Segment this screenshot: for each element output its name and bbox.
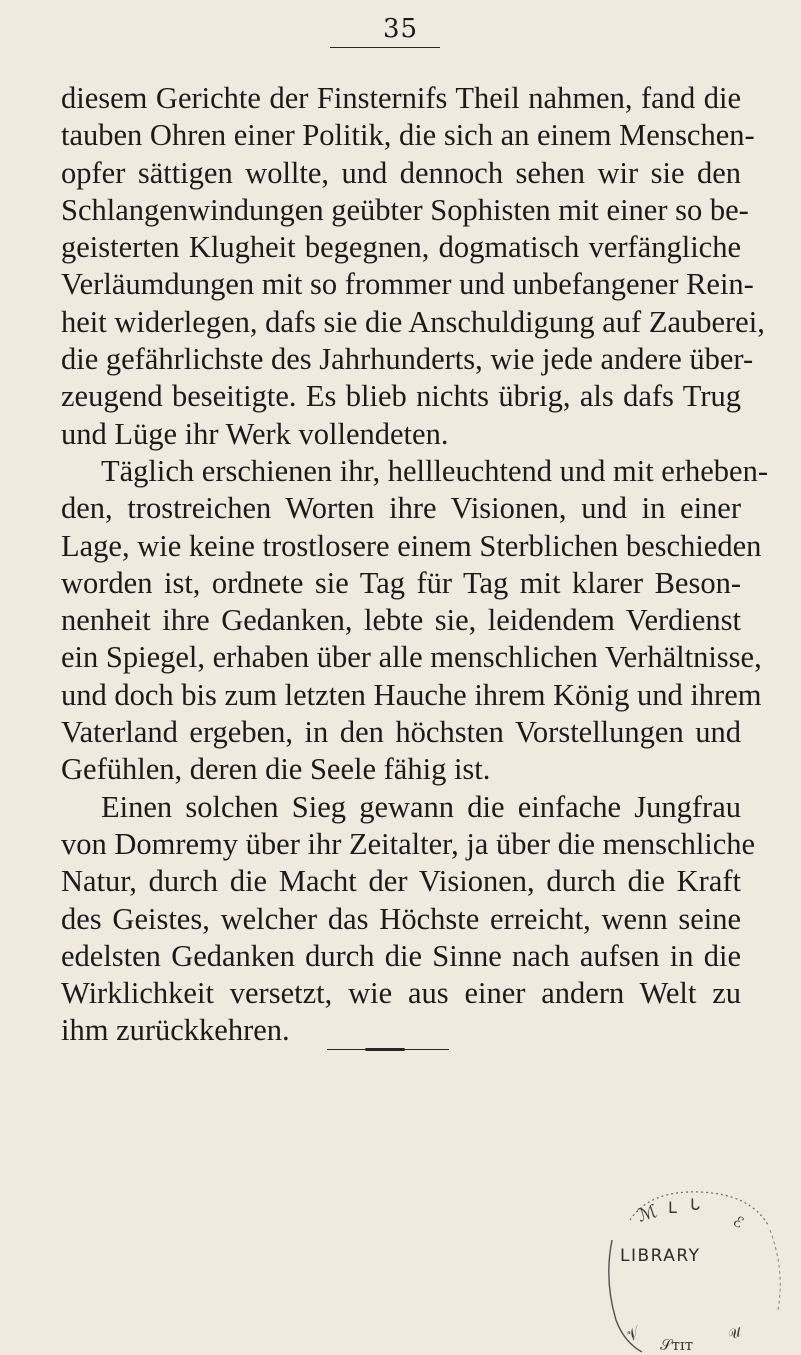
paragraph-end-line: Gefühlen, deren die Seele fähig ist. (61, 752, 491, 787)
text-line: edelsten Gedanken durch die Sinne nach aufsen in die (61, 938, 741, 973)
text-line: nenheit ihre Gedanken, lebte sie, leidendem Verdienst (61, 603, 741, 638)
stamp-label: LIBRARY (620, 1246, 701, 1266)
text-line: ein Spiegel, erhaben über alle menschlichen Verhältnisse, (61, 640, 762, 675)
svg-text:𝒱: 𝒱 (622, 1322, 644, 1346)
text-line: die gefährlichste des Jahrhunderts, wie jede andere über- (61, 342, 754, 377)
text-line: von Domremy über ihr Zeitalter, ja über die menschliche (61, 826, 756, 861)
text-line: tauben Ohren einer Politik, die sich an einem Menschen- (61, 118, 755, 153)
text-line: Schlangenwindungen geübter Sophisten mit einer so be- (61, 192, 749, 227)
paragraph-end-line: ihm zurückkehren. (61, 1013, 290, 1048)
text-line: Vaterland ergeben, in den höchsten Vorstellungen und (61, 715, 741, 750)
text-line: geisterten Klugheit begegnen, dogmatisch verfängliche (61, 230, 741, 265)
text-line: opfer sättigen wollte, und dennoch sehen wir sie den (61, 155, 741, 190)
text-line: diesem Gerichte der Finsternifs Theil nahmen, fand die (61, 81, 741, 115)
svg-text:ℳ: ℳ (635, 1200, 660, 1227)
body-text (61, 80, 768, 1050)
text-line: worden ist, ordnete sie Tag für Tag mit klarer Beson- (61, 565, 741, 600)
svg-text:ᒪ: ᒪ (668, 1198, 677, 1217)
paragraph-end-line: und Lüge ihr Werk vollendeten. (61, 416, 449, 451)
svg-text:𝒰: 𝒰 (725, 1324, 744, 1344)
text-line: Natur, durch die Macht der Visionen, durch die Kraft (61, 864, 741, 899)
end-ornament-rule (327, 1049, 449, 1050)
header-rule (330, 47, 440, 48)
text-line: Verläumdungen mit so frommer und unbefangener Rein- (61, 267, 754, 302)
text-line: heit widerlegen, dafs sie die Anschuldigung auf Zauberei, (61, 304, 765, 339)
svg-text:ℰ: ℰ (730, 1211, 747, 1233)
paragraph-start-line: Täglich erschienen ihr, hellleuchtend und mit erheben- (101, 453, 768, 488)
svg-text:𝒮ᴛɪᴛ: 𝒮ᴛɪᴛ (660, 1336, 694, 1354)
text-line: und doch bis zum letzten Hauche ihrem König und ihrem (61, 677, 762, 712)
library-stamp-icon (590, 1180, 800, 1355)
text-line: Lage, wie keine trostlosere einem Sterblichen beschieden (61, 528, 762, 563)
text-line: den, trostreichen Worten ihre Visionen, und in einer (61, 491, 741, 526)
text-line: des Geistes, welcher das Höchste erreicht, wenn seine (61, 901, 741, 936)
text-line: zeugend beseitigte. Es blieb nichts übrig, als dafs Trug (61, 379, 741, 414)
page-number: 35 (382, 14, 419, 44)
paragraph-start-line: Einen solchen Sieg gewann die einfache Jungfrau (101, 789, 741, 824)
svg-text:ᒐ: ᒐ (690, 1195, 701, 1214)
library-stamp (590, 1180, 800, 1355)
text-line: Wirklichkeit versetzt, wie aus einer andern Welt zu (61, 976, 741, 1011)
